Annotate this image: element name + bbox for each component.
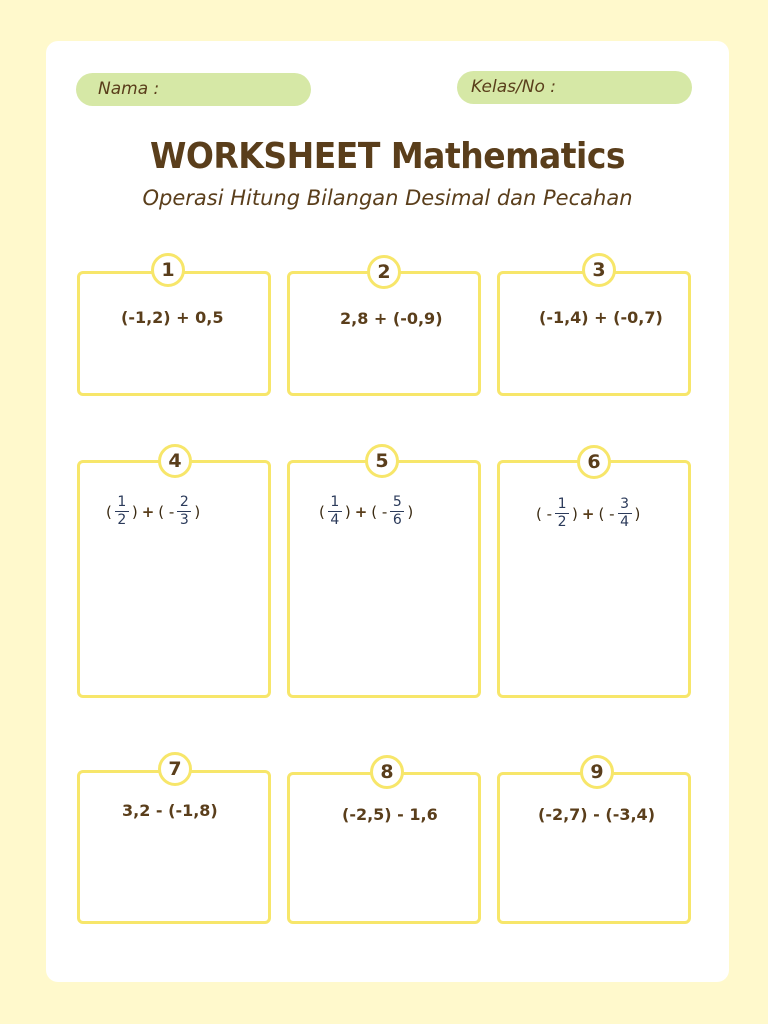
numerator: 5 xyxy=(392,494,402,510)
denominator: 2 xyxy=(557,514,567,530)
problem-number-1: 1 xyxy=(151,253,185,287)
worksheet-sheet xyxy=(46,41,729,982)
problem-number-2: 2 xyxy=(367,255,401,289)
paren: ) xyxy=(194,502,201,521)
plus-sign: + xyxy=(141,502,155,521)
fraction xyxy=(177,495,191,528)
paren: ) xyxy=(572,504,578,523)
problem-number-9: 9 xyxy=(580,755,614,789)
paren: ) xyxy=(131,502,138,521)
paren: ( - xyxy=(371,502,388,521)
answer-box-1[interactable] xyxy=(77,271,271,396)
problem-expression-9: (-2,7) - (-3,4) xyxy=(538,805,655,824)
answer-box-8[interactable] xyxy=(287,772,481,924)
numerator: 1 xyxy=(330,494,340,510)
name-label: Nama : xyxy=(98,79,160,99)
fraction xyxy=(328,495,342,528)
problem-expression-4 xyxy=(106,495,200,528)
worksheet-title: WORKSHEET Mathematics xyxy=(149,134,626,177)
paren: ( - xyxy=(598,504,615,523)
problem-number-3: 3 xyxy=(582,253,616,287)
fraction xyxy=(618,497,632,530)
class-label: Kelas/No : xyxy=(471,77,556,97)
numerator: 3 xyxy=(620,496,629,512)
problem-number-4: 4 xyxy=(158,444,192,478)
paren: ( xyxy=(319,502,325,521)
denominator: 4 xyxy=(330,512,340,528)
denominator: 3 xyxy=(179,512,189,528)
fraction xyxy=(555,497,569,530)
denominator: 6 xyxy=(392,512,402,528)
fraction xyxy=(115,495,129,528)
denominator: 4 xyxy=(620,514,629,530)
problem-expression-3: (-1,4) + (-0,7) xyxy=(539,308,663,327)
paren: ( - xyxy=(158,502,175,521)
problem-number-7: 7 xyxy=(158,752,192,786)
answer-box-6[interactable] xyxy=(497,460,691,698)
paren: ) xyxy=(407,502,414,521)
denominator: 2 xyxy=(117,512,127,528)
answer-box-9[interactable] xyxy=(497,772,691,924)
numerator: 2 xyxy=(179,494,189,510)
name-field[interactable] xyxy=(76,73,311,106)
numerator: 1 xyxy=(557,496,567,512)
fraction xyxy=(390,495,404,528)
problem-number-5: 5 xyxy=(365,444,399,478)
problem-expression-8: (-2,5) - 1,6 xyxy=(342,805,438,824)
worksheet-subtitle: Operasi Hitung Bilangan Desimal dan Pecahan xyxy=(142,186,633,210)
paren: ( - xyxy=(536,504,553,523)
problem-expression-7: 3,2 - (-1,8) xyxy=(122,801,218,820)
problem-expression-2: 2,8 + (-0,9) xyxy=(340,309,443,328)
problem-expression-6 xyxy=(536,497,640,530)
plus-sign: + xyxy=(581,504,595,523)
numerator: 1 xyxy=(117,494,127,510)
answer-box-2[interactable] xyxy=(287,271,481,396)
paren: ( xyxy=(106,502,112,521)
problem-expression-1: (-1,2) + 0,5 xyxy=(121,308,224,327)
problem-number-6: 6 xyxy=(577,445,611,479)
problem-number-8: 8 xyxy=(370,755,404,789)
plus-sign: + xyxy=(354,502,368,521)
answer-box-7[interactable] xyxy=(77,770,271,924)
class-number-field[interactable] xyxy=(457,71,692,104)
paren: ) xyxy=(344,502,351,521)
problem-expression-5 xyxy=(319,495,413,528)
paren: ) xyxy=(634,504,641,523)
answer-box-3[interactable] xyxy=(497,271,691,396)
